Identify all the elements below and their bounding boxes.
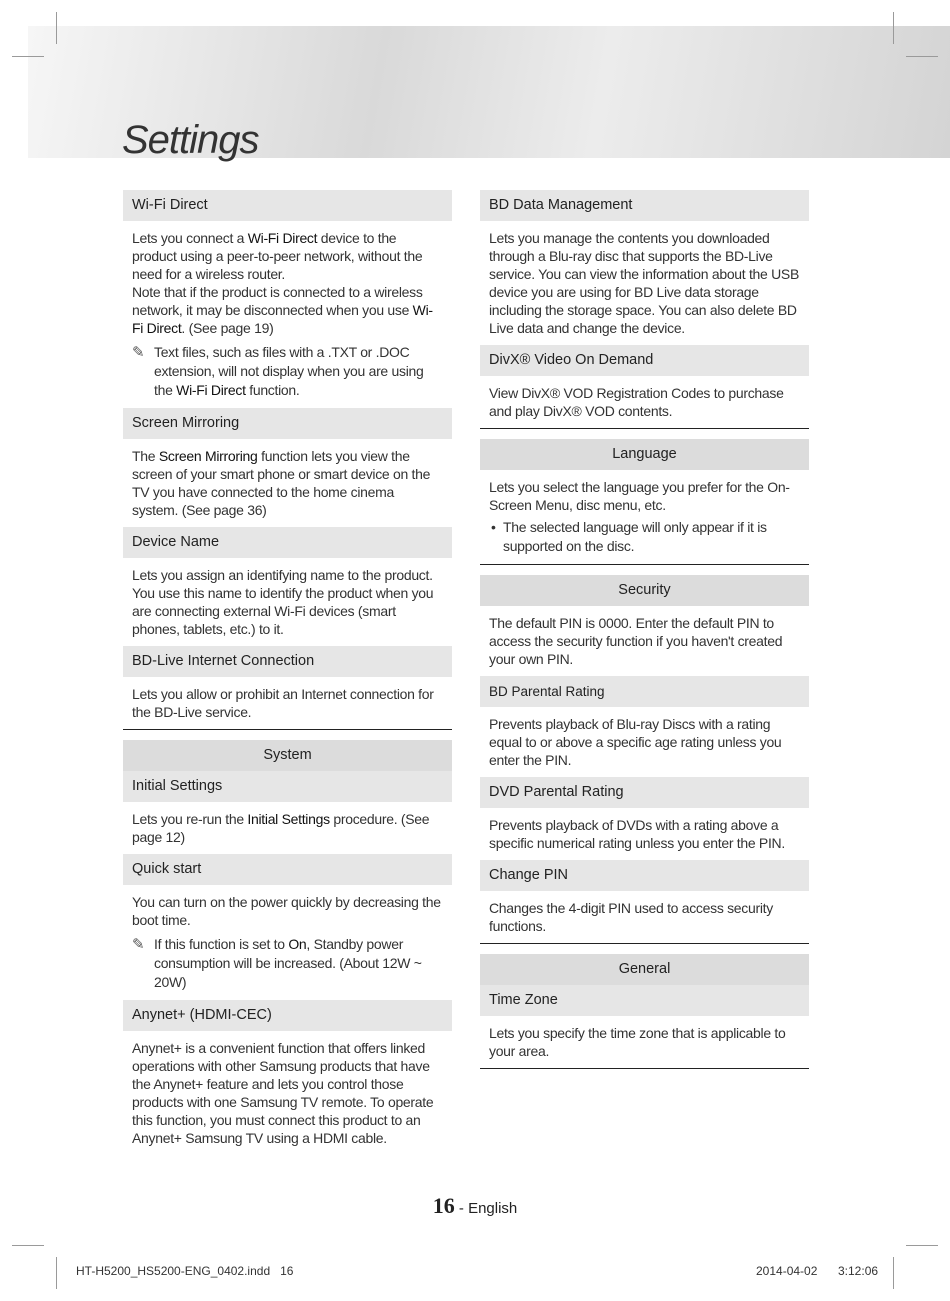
bd-data-description: Lets you manage the contents you downloaded through a Blu-ray disc that supports the BD-Live service. You can view the information about the USB device you are using for BD Live data storage including the storage space. You can also delete BD Live data and change the device. [489,230,800,336]
language-section [480,428,809,556]
crop-mark [56,12,57,44]
category-header-system: System [123,740,452,771]
section-header-device-name: Device Name [123,527,452,558]
crop-mark [893,1257,894,1289]
category-header-security: Security [480,575,809,606]
section-header-time-zone: Time Zone [480,985,809,1016]
section-header-dvd-parental-rating: DVD Parental Rating [480,777,809,808]
language-bullet: • The selected language will only appear if it is supported on the disc. [491,519,767,554]
general-section [480,943,809,1060]
crop-mark [893,12,894,44]
section-header-wifi-direct: Wi-Fi Direct [123,190,452,221]
change-pin-description: Changes the 4-digit PIN used to access security functions. [489,900,773,934]
category-header-general: General [480,954,809,985]
bd-live-description: Lets you allow or prohibit an Internet connection for the BD-Live service. [132,686,434,720]
crop-mark [12,56,44,57]
category-header-language: Language [480,439,809,470]
system-section [123,729,452,1147]
right-column [480,190,809,1069]
crop-mark [12,1245,44,1246]
section-header-bd-live: BD-Live Internet Connection [123,646,452,677]
wifi-direct-description: Lets you connect a Wi-Fi Direct device to the product using a peer-to-peer network, without the need for a wireless router. Note that if the product is connected to a wireless network, it may be disconnected when you use Wi-Fi Direct. (See page 19) [132,230,433,336]
bd-parental-description: Prevents playback of Blu-ray Discs with a rating equal to or above a specific age rating unless you enter the PIN. [489,716,782,768]
note-pencil-icon: ✎ [132,936,145,953]
section-header-initial-settings: Initial Settings [123,771,452,802]
section-header-bd-data-management: BD Data Management [480,190,809,221]
crop-mark [906,56,938,57]
crop-mark [56,1257,57,1289]
section-header-anynet: Anynet+ (HDMI-CEC) [123,1000,452,1031]
page-footer [0,1193,950,1219]
dvd-parental-description: Prevents playback of DVDs with a rating above a specific numerical rating unless you enter the PIN. [489,817,785,851]
page-title: Settings [122,118,259,162]
page-number: 16 [432,1193,455,1218]
section-header-screen-mirroring: Screen Mirroring [123,408,452,439]
language-description: Lets you select the language you prefer for the On-Screen Menu, disc menu, etc. [489,479,790,513]
print-slug-time: 3:12:06 [838,1264,879,1278]
quick-start-note: ✎ If this function is set to On, Standby power consumption will be increased. (About 12W ~ 20W) [132,936,422,990]
bullet-icon: • [491,519,496,535]
left-column [123,190,452,1155]
print-slug-file: HT-H5200_HS5200-ENG_0402.indd 16 [76,1264,294,1278]
wifi-direct-note: ✎ Text files, such as files with a .TXT or .DOC extension, will not display when you are using the Wi-Fi Direct function. [132,344,424,398]
security-description: The default PIN is 0000. Enter the default PIN to access the security function if you haven't created your own PIN. [489,615,783,667]
initial-settings-description: Lets you re-run the Initial Settings procedure. (See page 12) [132,811,430,845]
divx-description: View DivX® VOD Registration Codes to purchase and play DivX® VOD contents. [489,385,784,419]
page-language: - English [454,1200,518,1217]
note-pencil-icon: ✎ [132,344,145,361]
device-name-description: Lets you assign an identifying name to the product. You use this name to identify the product when you are connecting external Wi-Fi devices (smart phones, tablets, etc.) to it. [132,567,434,637]
section-header-quick-start: Quick start [123,854,452,885]
section-end-rule [480,1068,809,1069]
crop-mark [906,1245,938,1246]
quick-start-description: You can turn on the power quickly by decreasing the boot time. [132,894,441,928]
section-header-change-pin: Change PIN [480,860,809,891]
print-slug-date: 2014-04-02 [756,1264,818,1278]
anynet-description: Anynet+ is a convenient function that offers linked operations with other Samsung products that have the Anynet+ feature and lets you control those products with one Samsung TV remote. To operate this function, you must connect this product to an Anynet+ Samsung TV using a HDMI cable. [132,1040,434,1146]
section-header-bd-parental-rating: BD Parental Rating [480,676,809,707]
section-header-divx: DivX® Video On Demand [480,345,809,376]
screen-mirroring-description: The Screen Mirroring function lets you view the screen of your smart phone or smart device on the TV you have connected to the home cinema system. (See page 36) [132,448,431,518]
security-section [480,564,809,935]
time-zone-description: Lets you specify the time zone that is applicable to your area. [489,1025,786,1059]
